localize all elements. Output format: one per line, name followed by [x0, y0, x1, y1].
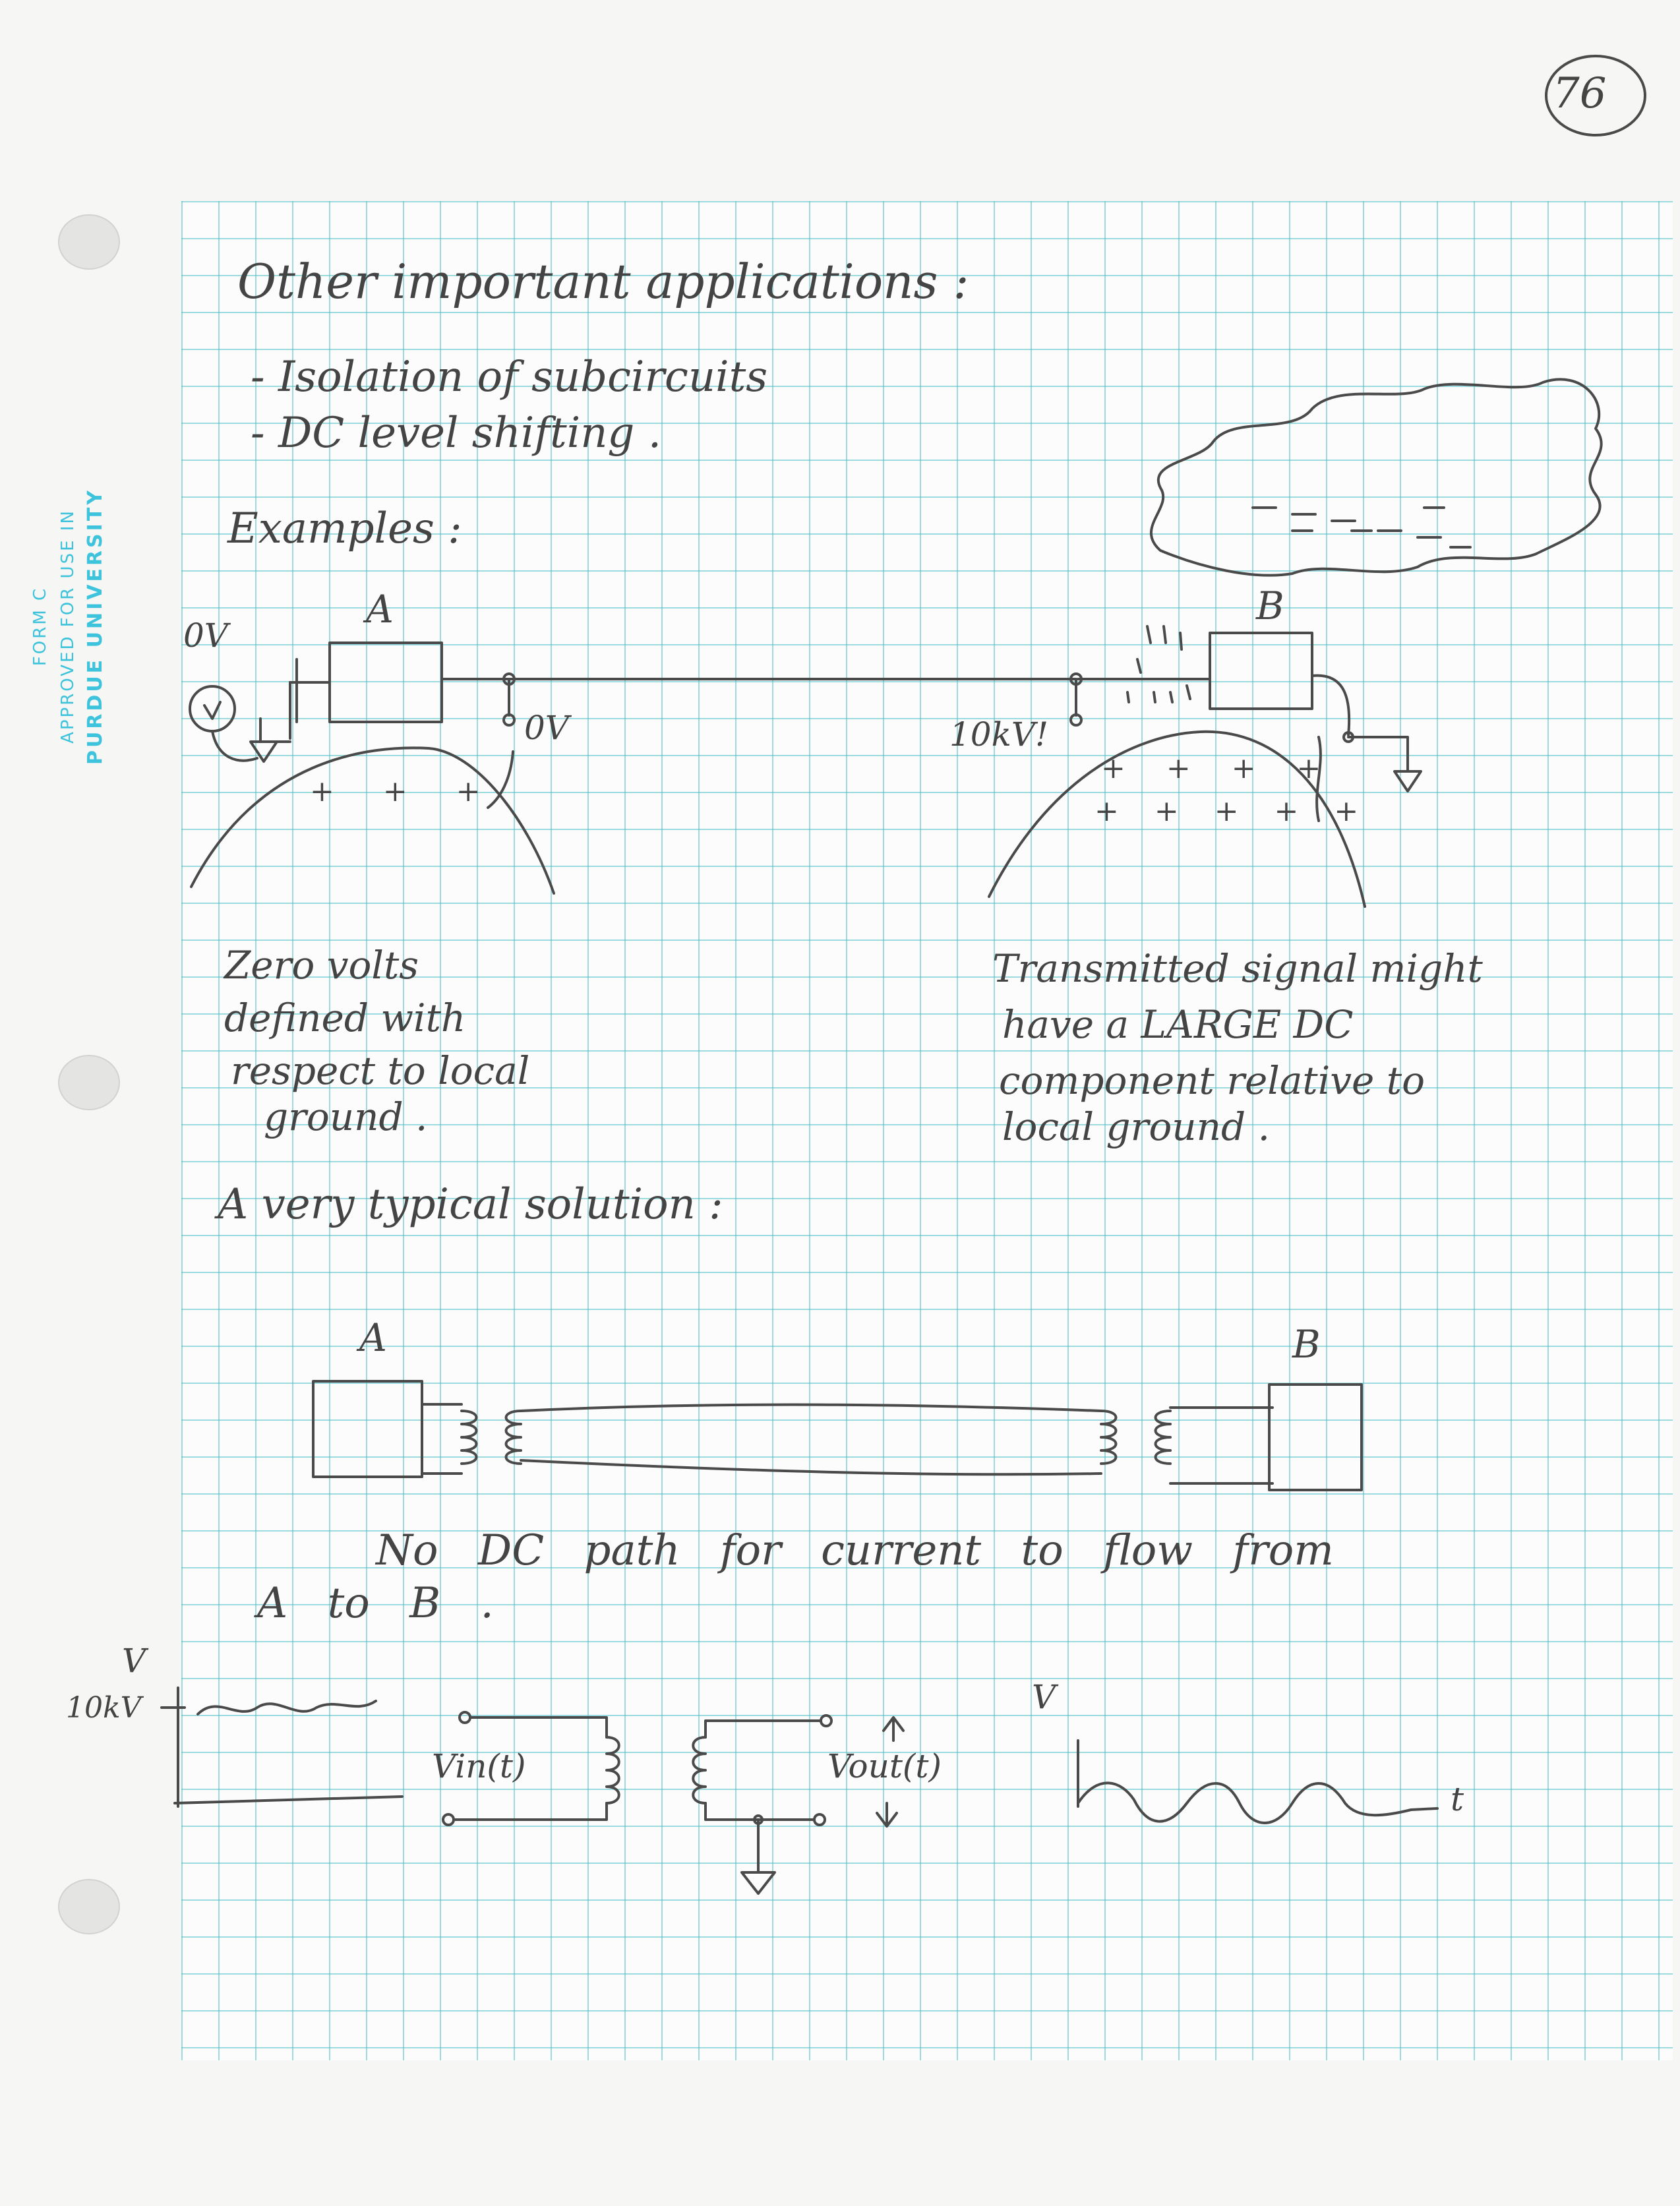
left-waveform-y-axis: V [122, 1642, 146, 1680]
caption-a-line: ground . [264, 1094, 428, 1139]
caption-a-line: defined with [224, 996, 466, 1040]
secondary-coil [693, 1737, 705, 1803]
page-heading: Other important applications : [237, 254, 969, 309]
right-waveform-y-axis: V [1032, 1678, 1056, 1716]
solution-note-line1: No DC path for current to flow from [376, 1526, 1334, 1575]
example-b-volt: 10kV! [949, 715, 1049, 754]
imprint-approved: APPROVED FOR USE IN [58, 509, 78, 744]
caption-b-line: component relative to [999, 1058, 1425, 1103]
vout-label: Vout(t) [827, 1747, 942, 1785]
caption-b-line: Transmitted signal might [992, 946, 1483, 991]
bullet-dc-shifting: - DC level shifting . [251, 409, 662, 458]
bullet-isolation: - Isolation of subcircuits [251, 353, 768, 402]
left-waveform-level: 10kV [66, 1691, 142, 1725]
vin-label: Vin(t) [432, 1747, 526, 1785]
example-a-label: A [366, 587, 394, 632]
example-b-label: B [1256, 583, 1284, 628]
solution-box-b [1269, 1385, 1362, 1490]
ground-symbol-out [742, 1872, 775, 1893]
caption-a-line: respect to local [231, 1048, 530, 1093]
ground-symbol-b [1395, 771, 1421, 791]
subcircuit-a-box [330, 643, 442, 722]
example-b-plus-top: + + + + [1101, 752, 1337, 785]
right-waveform-x-axis: t [1451, 1780, 1464, 1818]
cable-bottom [521, 1460, 1101, 1474]
imprint-university: PURDUE UNIVERSITY [84, 487, 107, 765]
examples-label: Examples : [227, 504, 462, 553]
spark-marks [1127, 626, 1190, 702]
solution-label-a: A [359, 1315, 387, 1360]
solution-note-line2: A to B . [257, 1579, 494, 1628]
transformer-coil-a2 [506, 1411, 522, 1464]
voltage-source-symbol [190, 686, 235, 731]
waveform-10kv [198, 1701, 376, 1714]
storm-cloud [1151, 379, 1602, 575]
earth-surface-a [191, 748, 554, 893]
page-number: 76 [1553, 69, 1607, 118]
cable-top [521, 1405, 1101, 1411]
solution-box-a [313, 1381, 422, 1477]
transformer-coil-b1 [1101, 1411, 1116, 1464]
transformer-coil-b2 [1156, 1411, 1171, 1464]
transformer-coil-a1 [462, 1411, 477, 1464]
subcircuit-b-box [1210, 633, 1312, 709]
solution-label-b: B [1292, 1322, 1321, 1367]
imprint-form: FORM C [30, 586, 50, 667]
example-a-right-volt: 0V [524, 709, 569, 747]
caption-b-line: have a LARGE DC [1002, 1002, 1354, 1047]
caption-b-line: local ground . [1002, 1104, 1270, 1149]
waveform-ac [1078, 1783, 1437, 1823]
primary-coil [607, 1737, 619, 1803]
solution-heading: A very typical solution : [218, 1180, 723, 1229]
example-a-plus-signs: + + + [310, 775, 500, 808]
example-b-plus-bottom: + + + + + [1095, 794, 1372, 828]
cloud-charges [1253, 508, 1470, 547]
example-a-left-volt: 0V [183, 616, 228, 655]
caption-a-line: Zero volts [224, 943, 419, 988]
